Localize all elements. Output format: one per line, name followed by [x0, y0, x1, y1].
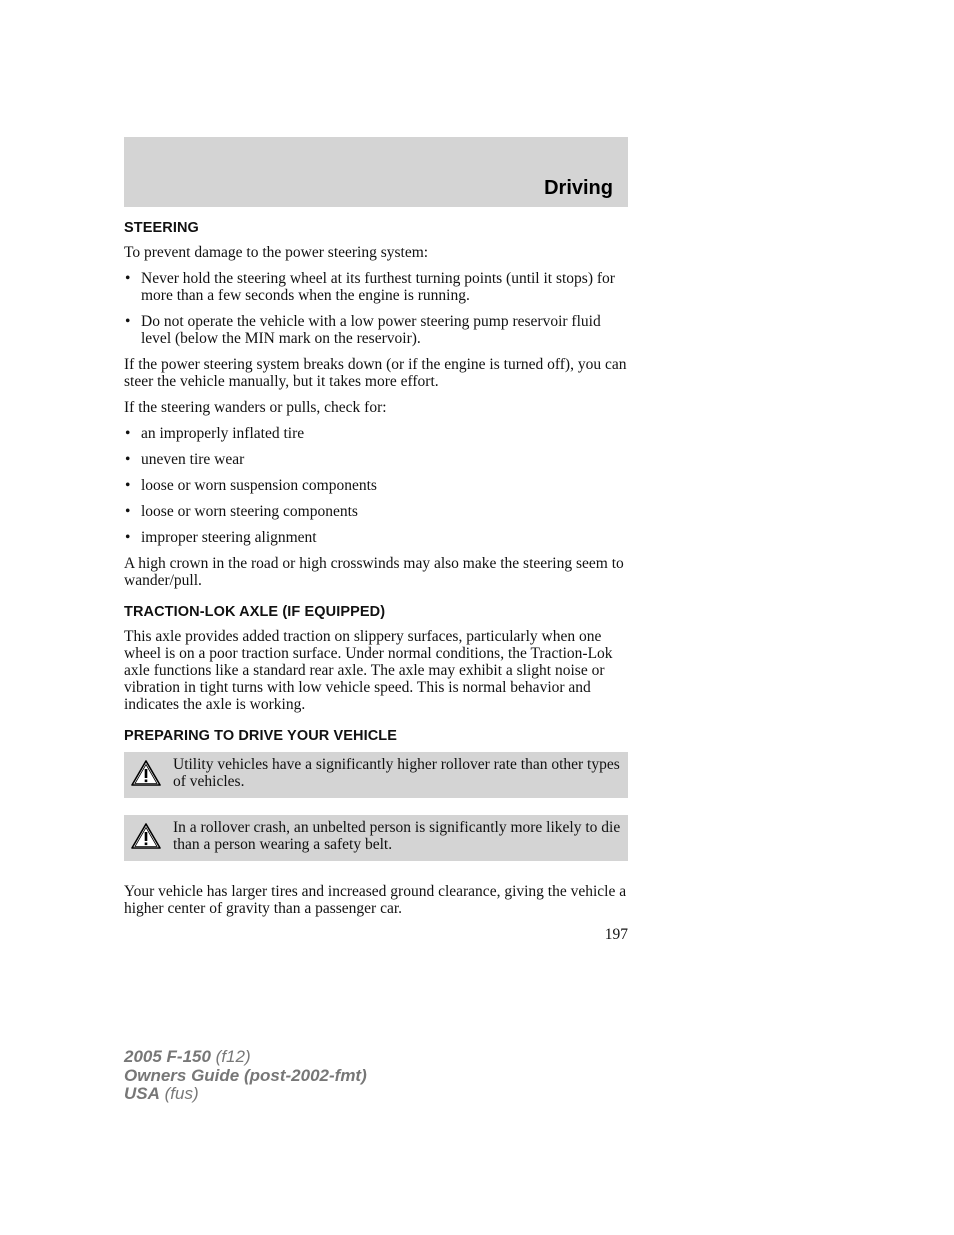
bullet-icon: • — [125, 477, 131, 494]
bullet-icon: • — [125, 270, 131, 287]
steering-bullet-list — [124, 270, 628, 347]
traction-body: This axle provides added traction on slippery surfaces, particularly when one wheel is on a poor traction surface. Under normal conditions, the Traction-Lok axle functions like a standard rear axle. The axle may exhibit a slight noise or vibration in tight turns with low vehicle speed. This is normal behavior and indicates the axle is working. — [124, 628, 613, 713]
steering-section — [124, 220, 628, 589]
section-header-band — [124, 137, 628, 207]
list-item: • an improperly inflated tire — [125, 425, 305, 442]
page-number: 197 — [604, 926, 628, 943]
footer-line-market: USA (fus) — [124, 1084, 199, 1103]
steering-wander-intro: If the steering wanders or pulls, check for: — [124, 399, 387, 416]
footer-line-model: 2005 F-150 (f12) — [124, 1047, 251, 1066]
warning-box — [124, 752, 628, 798]
preparing-section — [124, 728, 628, 917]
warning-text: Utility vehicles have a significantly higher rollover rate than other types of vehicles. — [173, 756, 620, 790]
steering-checklist — [124, 425, 628, 546]
warning-triangle-icon — [130, 759, 162, 787]
warning-text: In a rollover crash, an unbelted person is significantly more likely to die than a person wearing a safety belt. — [173, 819, 621, 853]
document-footer — [124, 1048, 367, 1104]
page-content — [124, 220, 628, 926]
steering-breakdown-paragraph: If the power steering system breaks down (or if the engine is turned off), you can steer the vehicle manually, but it takes more effort. — [124, 356, 627, 390]
steering-intro: To prevent damage to the power steering system: — [124, 244, 429, 261]
list-item: • Do not operate the vehicle with a low power steering pump reservoir fluid level (below the MIN mark on the reservoir). — [125, 313, 601, 347]
footer-line-guide: Owners Guide (post-2002-fmt) — [124, 1065, 367, 1085]
list-item: • loose or worn steering components — [125, 503, 358, 520]
bullet-icon: • — [125, 451, 131, 468]
warning-box — [124, 815, 628, 861]
traction-section — [124, 604, 628, 713]
bullet-icon: • — [125, 529, 131, 546]
bullet-icon: • — [125, 503, 131, 520]
bullet-icon: • — [125, 313, 131, 330]
warning-triangle-icon — [130, 822, 162, 850]
list-item: • improper steering alignment — [125, 529, 317, 546]
preparing-heading: PREPARING TO DRIVE YOUR VEHICLE — [124, 728, 398, 744]
steering-crown-paragraph: A high crown in the road or high crosswinds may also make the steering seem to wander/pull. — [124, 555, 624, 589]
steering-heading: STEERING — [124, 220, 199, 236]
traction-heading: TRACTION-LOK AXLE (IF EQUIPPED) — [124, 604, 386, 620]
list-item: • uneven tire wear — [125, 451, 245, 468]
preparing-body: Your vehicle has larger tires and increased ground clearance, giving the vehicle a higher center of gravity than a passenger car. — [124, 883, 627, 917]
bullet-icon: • — [125, 425, 131, 442]
section-title: Driving — [544, 177, 613, 199]
list-item: • loose or worn suspension components — [125, 477, 377, 494]
list-item: • Never hold the steering wheel at its furthest turning points (until it stops) for more than a few seconds when the engine is running. — [125, 270, 615, 304]
